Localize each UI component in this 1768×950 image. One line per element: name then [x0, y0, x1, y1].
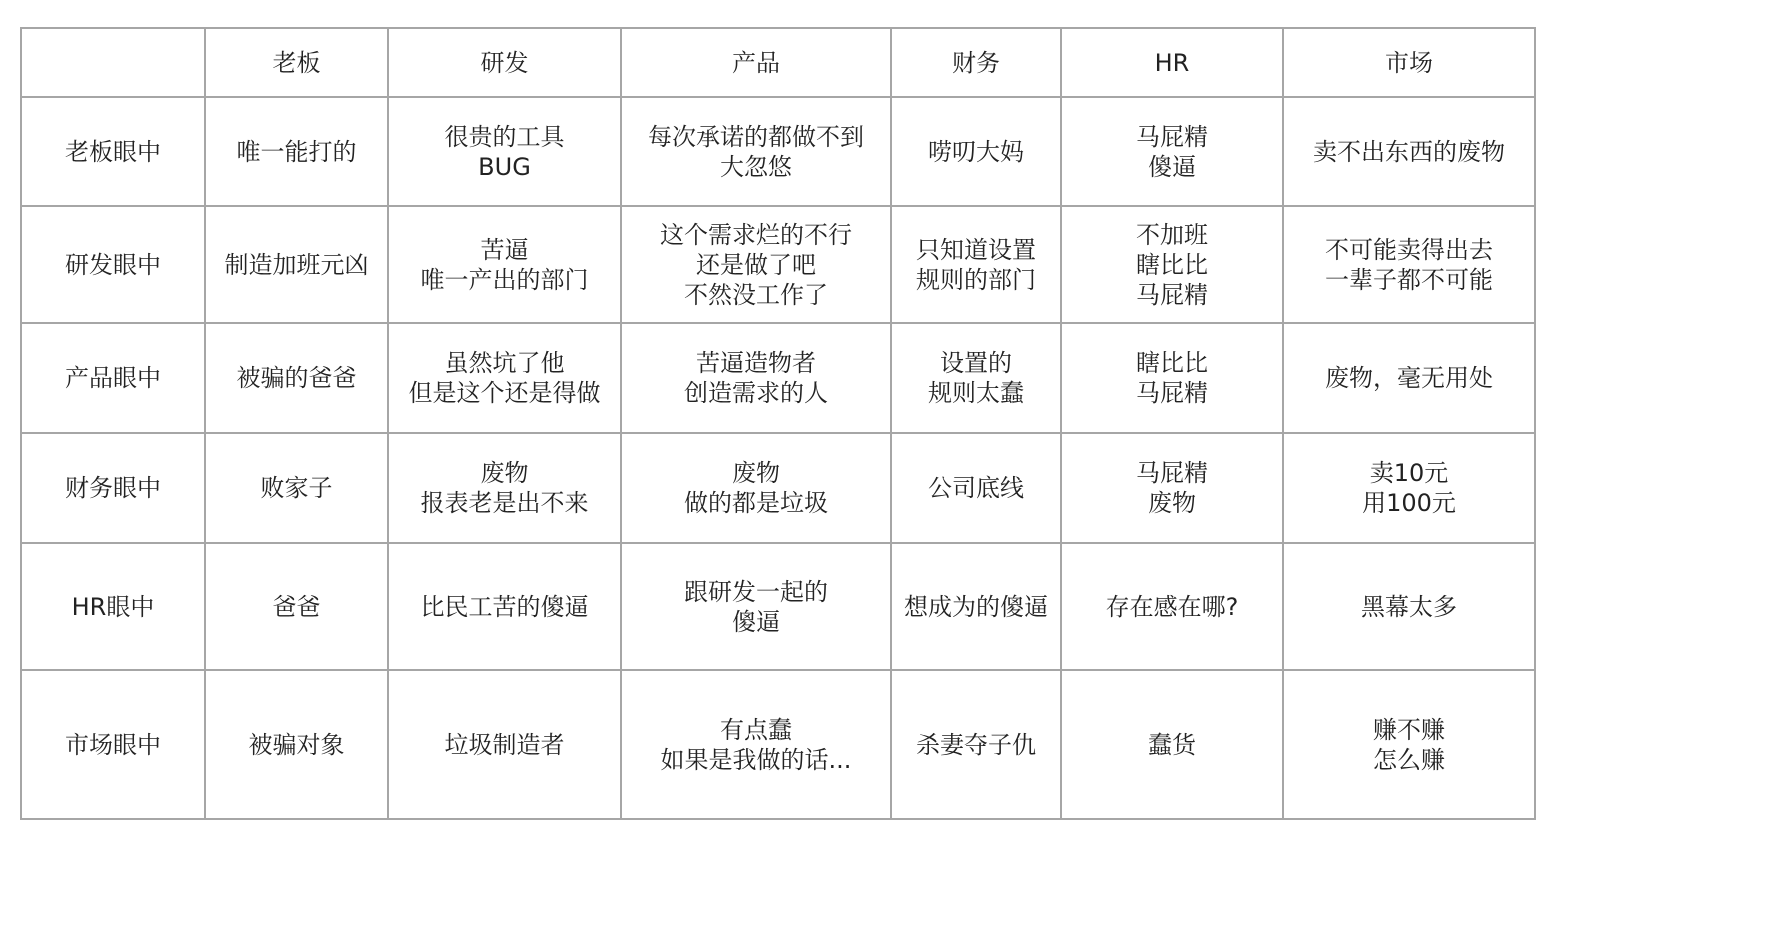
- table-cell: [1283, 433, 1535, 543]
- cell-text-line: 马屁精: [1136, 379, 1208, 407]
- header-cell-corner: [21, 28, 205, 97]
- table-cell: [1061, 206, 1283, 323]
- cell-text-line: 比民工苦的傻逼: [420, 592, 589, 621]
- table-cell: [1283, 97, 1535, 206]
- cell-text-line: 废物: [480, 459, 529, 487]
- table-cell: [205, 543, 388, 670]
- cell-text-line: 规则太蠢: [928, 379, 1024, 407]
- cell-text-line: 制造加班元凶: [224, 250, 369, 279]
- table-cell: [621, 206, 891, 323]
- header-row: [21, 28, 1535, 97]
- table-cell: [1283, 543, 1535, 670]
- table-cell: [1061, 97, 1283, 206]
- table-container: [20, 27, 1536, 820]
- table-cell: [205, 670, 388, 819]
- table-row: [21, 206, 1535, 323]
- table-row: [21, 543, 1535, 670]
- table-cell: [388, 206, 621, 323]
- table-cell: [1283, 206, 1535, 323]
- cell-text-line: 如果是我做的话...: [660, 745, 852, 774]
- cell-text-line: 傻逼: [732, 607, 780, 636]
- department-perception-table: [20, 27, 1536, 820]
- cell-text-line: 只知道设置: [916, 235, 1036, 264]
- cell-text-line: 每次承诺的都做不到: [648, 122, 864, 151]
- table-body: [21, 97, 1535, 819]
- table-row: [21, 97, 1535, 206]
- header-cell-finance: 财务: [891, 28, 1061, 97]
- cell-text-line: 被骗对象: [248, 730, 345, 759]
- table-cell: [1061, 670, 1283, 819]
- cell-text-line: 爸爸: [272, 592, 321, 621]
- row-label-cell: HR眼中: [21, 543, 205, 670]
- cell-text-line: 很贵的工具: [444, 122, 565, 151]
- cell-text-line: 黑幕太多: [1361, 592, 1457, 621]
- table-cell: [891, 97, 1061, 206]
- table-cell: [1061, 543, 1283, 670]
- table-cell: [1283, 323, 1535, 433]
- header-cell-marketing: 市场: [1283, 28, 1535, 97]
- table-cell: [388, 543, 621, 670]
- cell-text-line: 报表老是出不来: [420, 489, 589, 517]
- table-cell: [388, 433, 621, 543]
- cell-text-line: 卖10元: [1369, 459, 1449, 487]
- cell-text-line: 大忽悠: [720, 152, 792, 181]
- cell-text-line: 废物: [1148, 489, 1196, 517]
- header-cell-rnd: 研发: [388, 28, 621, 97]
- table-cell: [621, 97, 891, 206]
- table-cell: [388, 97, 621, 206]
- cell-text-line: 有点蠢: [720, 715, 792, 744]
- cell-text-line: 做的都是垃圾: [684, 489, 828, 517]
- table-cell: [205, 206, 388, 323]
- table-cell: [1061, 433, 1283, 543]
- header-cell-boss: 老板: [205, 28, 388, 97]
- cell-text-line: 一辈子都不可能: [1325, 265, 1493, 294]
- table-cell: [388, 670, 621, 819]
- cell-text-line: 存在感在哪?: [1105, 592, 1239, 621]
- cell-text-line: 不加班: [1136, 220, 1208, 249]
- cell-text-line: 马屁精: [1136, 459, 1208, 487]
- cell-text-line: 不然没工作了: [684, 280, 828, 309]
- cell-text-line: 废物，毫无用处: [1325, 364, 1493, 392]
- table-row: [21, 323, 1535, 433]
- table-row: [21, 433, 1535, 543]
- row-label-cell: 研发眼中: [21, 206, 205, 323]
- table-cell: [891, 670, 1061, 819]
- cell-text-line: 但是这个还是得做: [408, 379, 601, 407]
- cell-text-line: 怎么赚: [1373, 745, 1445, 774]
- cell-text-line: 创造需求的人: [684, 379, 828, 407]
- table-cell: [1283, 670, 1535, 819]
- cell-text-line: 苦逼: [480, 235, 529, 264]
- cell-text-line: 被骗的爸爸: [236, 364, 357, 392]
- cell-text-line: 马屁精: [1136, 280, 1208, 309]
- cell-text-line: 还是做了吧: [696, 250, 816, 279]
- table-cell: [891, 323, 1061, 433]
- table-cell: [205, 433, 388, 543]
- cell-text-line: 唯一产出的部门: [420, 265, 589, 294]
- header-cell-product: 产品: [621, 28, 891, 97]
- table-cell: [1061, 323, 1283, 433]
- cell-text-line: 公司底线: [928, 474, 1024, 502]
- table-cell: [891, 433, 1061, 543]
- cell-text-line: 用100元: [1362, 489, 1456, 517]
- cell-text-line: 苦逼造物者: [696, 349, 816, 377]
- cell-text-line: 瞎比比: [1136, 349, 1208, 377]
- cell-text-line: 虽然坑了他: [444, 349, 565, 377]
- cell-text-line: 卖不出东西的废物: [1313, 137, 1505, 166]
- cell-text-line: BUG: [478, 152, 531, 181]
- cell-text-line: 不可能卖得出去: [1325, 235, 1493, 264]
- table-cell: [388, 323, 621, 433]
- cell-text-line: 唠叨大妈: [928, 137, 1024, 166]
- table-cell: [621, 323, 891, 433]
- row-label-cell: 财务眼中: [21, 433, 205, 543]
- cell-text-line: 瞎比比: [1136, 250, 1208, 279]
- cell-text-line: 废物: [732, 459, 780, 487]
- cell-text-line: 唯一能打的: [236, 137, 357, 166]
- table-cell: [621, 433, 891, 543]
- row-label-cell: 市场眼中: [21, 670, 205, 819]
- table-cell: [891, 206, 1061, 323]
- cell-text-line: 设置的: [940, 349, 1012, 377]
- cell-text-line: 跟研发一起的: [684, 577, 828, 606]
- cell-text-line: 蠢货: [1148, 730, 1196, 759]
- cell-text-line: 傻逼: [1148, 152, 1196, 181]
- cell-text-line: 败家子: [260, 474, 333, 502]
- cell-text-line: 想成为的傻逼: [904, 592, 1048, 621]
- cell-text-line: 这个需求烂的不行: [660, 220, 852, 249]
- table-cell: [205, 323, 388, 433]
- table-cell: [621, 543, 891, 670]
- table-cell: [621, 670, 891, 819]
- cell-text-line: 杀妻夺子仇: [916, 730, 1036, 759]
- header-cell-hr: HR: [1061, 28, 1283, 97]
- cell-text-line: 马屁精: [1136, 122, 1208, 151]
- row-label-cell: 产品眼中: [21, 323, 205, 433]
- cell-text-line: 规则的部门: [916, 265, 1036, 294]
- row-label-cell: 老板眼中: [21, 97, 205, 206]
- table-row: [21, 670, 1535, 819]
- table-cell: [891, 543, 1061, 670]
- cell-text-line: 赚不赚: [1373, 715, 1445, 744]
- table-cell: [205, 97, 388, 206]
- cell-text-line: 垃圾制造者: [444, 730, 565, 759]
